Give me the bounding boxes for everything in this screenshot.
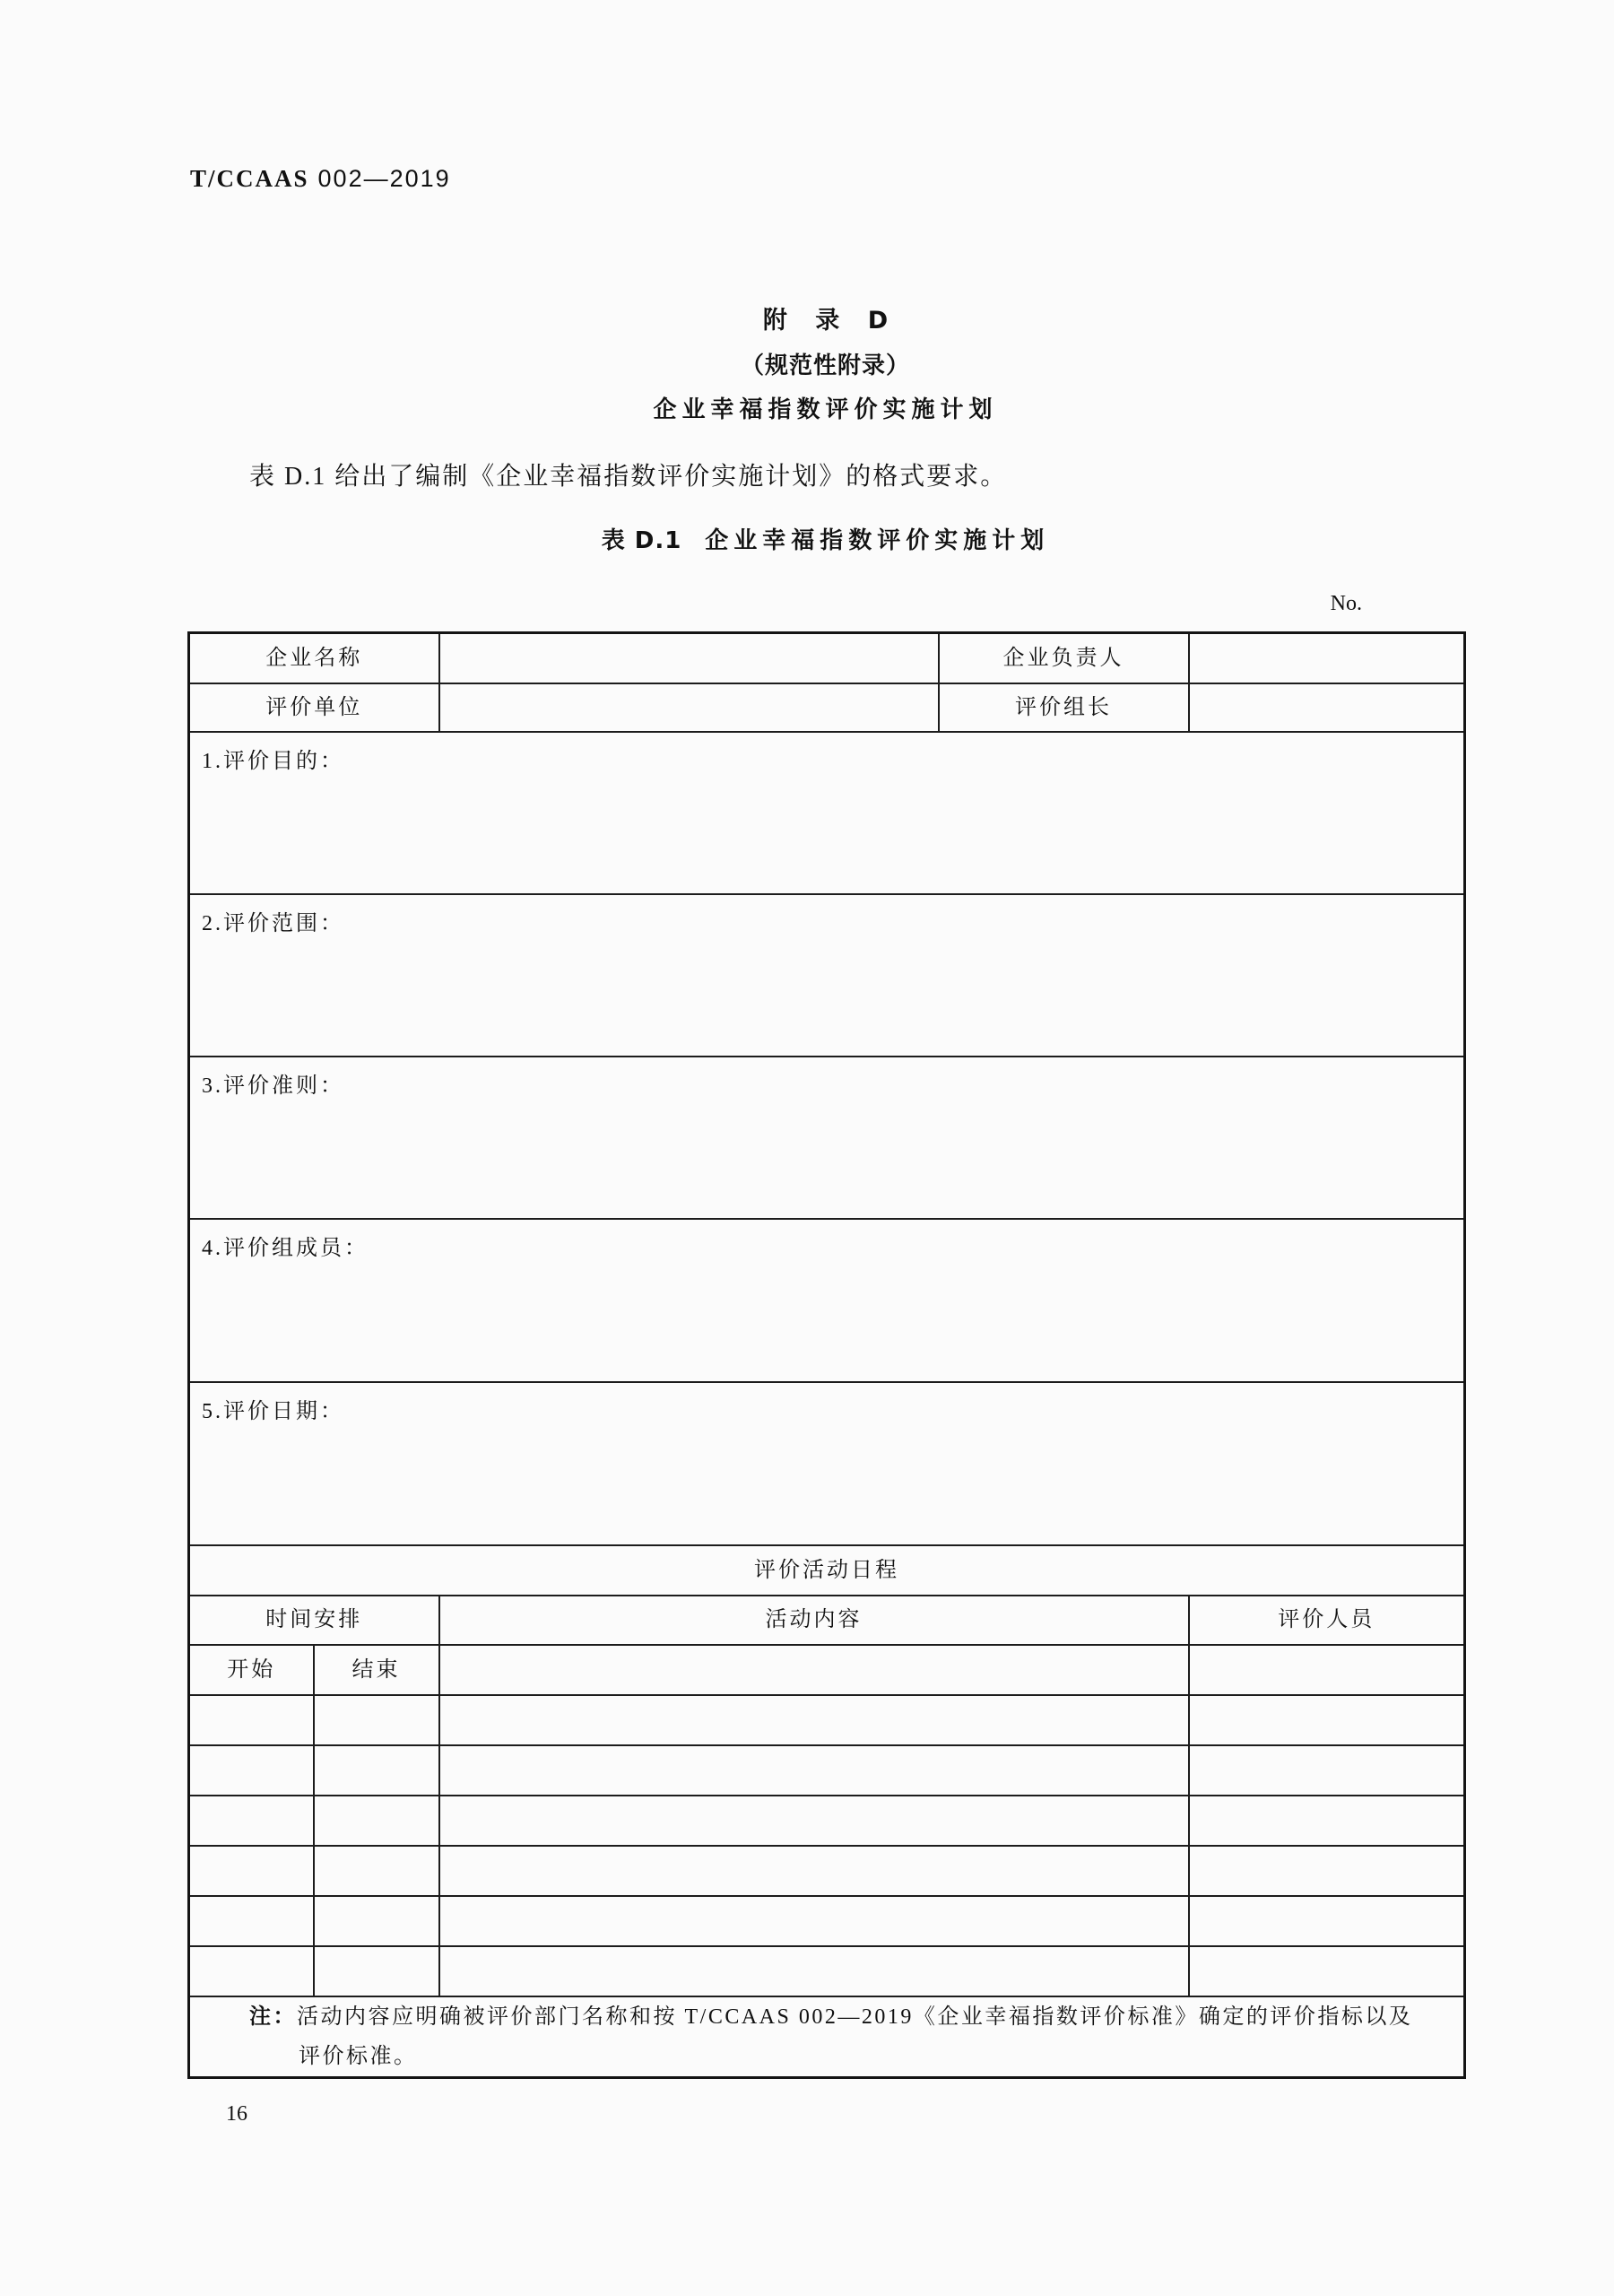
section-label: 3.评价准则：	[202, 1074, 344, 1098]
note-cell	[189, 1996, 1465, 2078]
note-label: 注：	[249, 2005, 297, 2029]
page-number: 16	[226, 2102, 247, 2126]
activity-blank-cell	[439, 1645, 1189, 1695]
section-label: 5.评价日期：	[202, 1399, 344, 1423]
standard-code	[190, 162, 451, 195]
company-head-label: 企业负责人	[939, 633, 1189, 683]
schedule-row	[189, 1745, 1465, 1796]
time-arrangement-header: 时间安排	[189, 1596, 439, 1645]
schedule-row	[189, 1896, 1465, 1946]
end-cell	[314, 1796, 439, 1846]
activity-cell	[439, 1946, 1189, 1996]
evaluation-unit-value	[439, 683, 939, 732]
info-row	[189, 633, 1465, 683]
end-header: 结束	[314, 1645, 439, 1695]
schedule-subheader-row	[189, 1645, 1465, 1695]
activity-cell	[439, 1896, 1189, 1946]
section-cell	[189, 732, 1465, 894]
start-cell	[189, 1846, 314, 1896]
activity-cell	[439, 1846, 1189, 1896]
company-name-label: 企业名称	[189, 633, 439, 683]
evaluators-blank-cell	[1189, 1645, 1465, 1695]
start-cell	[189, 1695, 314, 1745]
standard-code-prefix: T/CCAAS	[190, 165, 309, 192]
evaluators-cell	[1189, 1695, 1465, 1745]
section-row-purpose	[189, 732, 1465, 894]
form-number-label: No.	[1330, 592, 1362, 615]
activity-cell	[439, 1796, 1189, 1846]
schedule-title-row	[189, 1545, 1465, 1596]
appendix-title: 附 录 D	[762, 307, 889, 335]
section-row-criteria	[189, 1057, 1465, 1219]
schedule-row	[189, 1796, 1465, 1846]
section-row-date	[189, 1382, 1465, 1545]
start-cell	[189, 1796, 314, 1846]
start-header: 开始	[189, 1645, 314, 1695]
schedule-title: 评价活动日程	[189, 1545, 1465, 1596]
section-label: 4.评价组成员：	[202, 1236, 369, 1260]
end-cell	[314, 1846, 439, 1896]
evaluators-header: 评价人员	[1189, 1596, 1465, 1645]
standard-code-number: 002—2019	[317, 165, 451, 192]
note-text-2: 评价标准。	[299, 2044, 418, 2068]
section-cell	[189, 1057, 1465, 1219]
activity-cell	[439, 1695, 1189, 1745]
appendix-type: （规范性附录）	[740, 352, 910, 379]
section-label: 1.评价目的：	[202, 749, 344, 773]
end-cell	[314, 1745, 439, 1796]
start-cell	[189, 1745, 314, 1796]
note-row	[189, 1996, 1465, 2078]
end-cell	[314, 1695, 439, 1745]
start-cell	[189, 1896, 314, 1946]
team-leader-value	[1189, 683, 1465, 732]
schedule-row	[189, 1946, 1465, 1996]
start-cell	[189, 1946, 314, 1996]
section-row-scope	[189, 894, 1465, 1057]
appendix-name: 企业幸福指数评价实施计划	[653, 396, 998, 423]
evaluation-unit-label: 评价单位	[189, 683, 439, 732]
evaluators-cell	[1189, 1846, 1465, 1896]
end-cell	[314, 1896, 439, 1946]
company-name-value	[439, 633, 939, 683]
section-cell	[189, 894, 1465, 1057]
table-caption-title: 企业幸福指数评价实施计划	[705, 527, 1050, 554]
table-caption-number: 表 D.1	[601, 527, 682, 554]
section-cell	[189, 1219, 1465, 1382]
team-leader-label: 评价组长	[939, 683, 1189, 732]
intro-paragraph: 表 D.1 给出了编制《企业幸福指数评价实施计划》的格式要求。	[249, 463, 1008, 491]
schedule-header-row	[189, 1596, 1465, 1645]
evaluation-plan-table	[187, 631, 1466, 2079]
end-cell	[314, 1946, 439, 1996]
evaluators-cell	[1189, 1946, 1465, 1996]
evaluators-cell	[1189, 1796, 1465, 1846]
note-line-1	[249, 1997, 1463, 2037]
schedule-row	[189, 1695, 1465, 1745]
section-row-members	[189, 1219, 1465, 1382]
activity-content-header: 活动内容	[439, 1596, 1189, 1645]
evaluators-cell	[1189, 1745, 1465, 1796]
section-label: 2.评价范围：	[202, 911, 344, 935]
evaluators-cell	[1189, 1896, 1465, 1946]
company-head-value	[1189, 633, 1465, 683]
section-cell	[189, 1382, 1465, 1545]
table-caption	[187, 523, 1463, 559]
schedule-row	[189, 1846, 1465, 1896]
activity-cell	[439, 1745, 1189, 1796]
info-row	[189, 683, 1465, 732]
note-text-1: 活动内容应明确被评价部门名称和按 T/CCAAS 002—2019《企业幸福指数评价标准》确定的评价指标以及	[297, 2005, 1413, 2029]
